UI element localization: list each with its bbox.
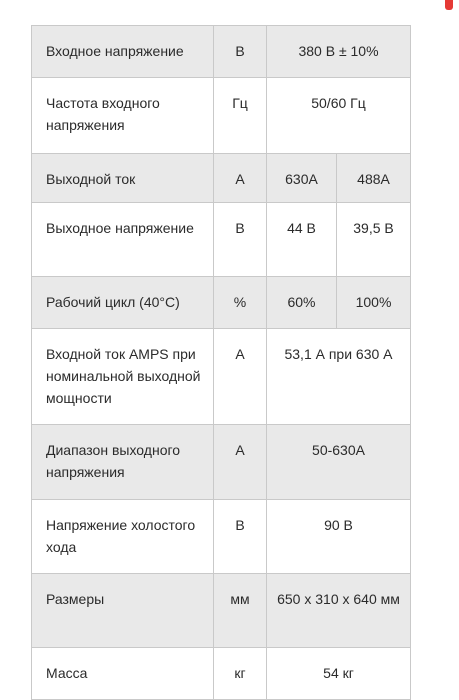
value-cell: 50/60 Гц <box>267 78 411 154</box>
param-cell: Выходной ток <box>32 154 214 203</box>
unit-cell: В <box>214 203 267 277</box>
value-cell: 650 х 310 х 640 мм <box>267 574 411 648</box>
table-row <box>32 78 411 154</box>
value-cell: 630А <box>267 154 337 203</box>
param-cell: Рабочий цикл (40°С) <box>32 277 214 329</box>
value-cell: 54 кг <box>267 648 411 700</box>
value-cell: 44 В <box>267 203 337 277</box>
unit-cell: % <box>214 277 267 329</box>
table-row <box>32 500 411 574</box>
spec-table <box>31 25 411 700</box>
value-cell: 488А <box>337 154 411 203</box>
unit-cell: А <box>214 425 267 500</box>
unit-cell: кг <box>214 648 267 700</box>
table-row <box>32 203 411 277</box>
table-row <box>32 574 411 648</box>
param-cell: Напряжение холостого хода <box>32 500 214 574</box>
value-cell: 90 В <box>267 500 411 574</box>
value-cell: 50-630А <box>267 425 411 500</box>
param-cell: Размеры <box>32 574 214 648</box>
value-cell: 39,5 В <box>337 203 411 277</box>
value-cell: 380 В ± 10% <box>267 26 411 78</box>
param-cell: Входное напряжение <box>32 26 214 78</box>
table-row <box>32 26 411 78</box>
value-cell: 53,1 А при 630 А <box>267 329 411 425</box>
table-row <box>32 425 411 500</box>
scroll-indicator[interactable] <box>445 0 453 10</box>
value-cell: 100% <box>337 277 411 329</box>
table-row <box>32 154 411 203</box>
param-cell: Масса <box>32 648 214 700</box>
unit-cell: А <box>214 329 267 425</box>
table-row <box>32 329 411 425</box>
unit-cell: А <box>214 154 267 203</box>
page-top-edge <box>0 0 459 26</box>
param-cell: Входной ток AMPS при номинальной выходной мощности <box>32 329 214 425</box>
param-cell: Частота входного напряжения <box>32 78 214 154</box>
param-cell: Выходное напряжение <box>32 203 214 277</box>
param-cell: Диапазон выходного напряжения <box>32 425 214 500</box>
unit-cell: Гц <box>214 78 267 154</box>
unit-cell: В <box>214 500 267 574</box>
unit-cell: мм <box>214 574 267 648</box>
value-cell: 60% <box>267 277 337 329</box>
table-row <box>32 648 411 700</box>
table-row <box>32 277 411 329</box>
unit-cell: В <box>214 26 267 78</box>
